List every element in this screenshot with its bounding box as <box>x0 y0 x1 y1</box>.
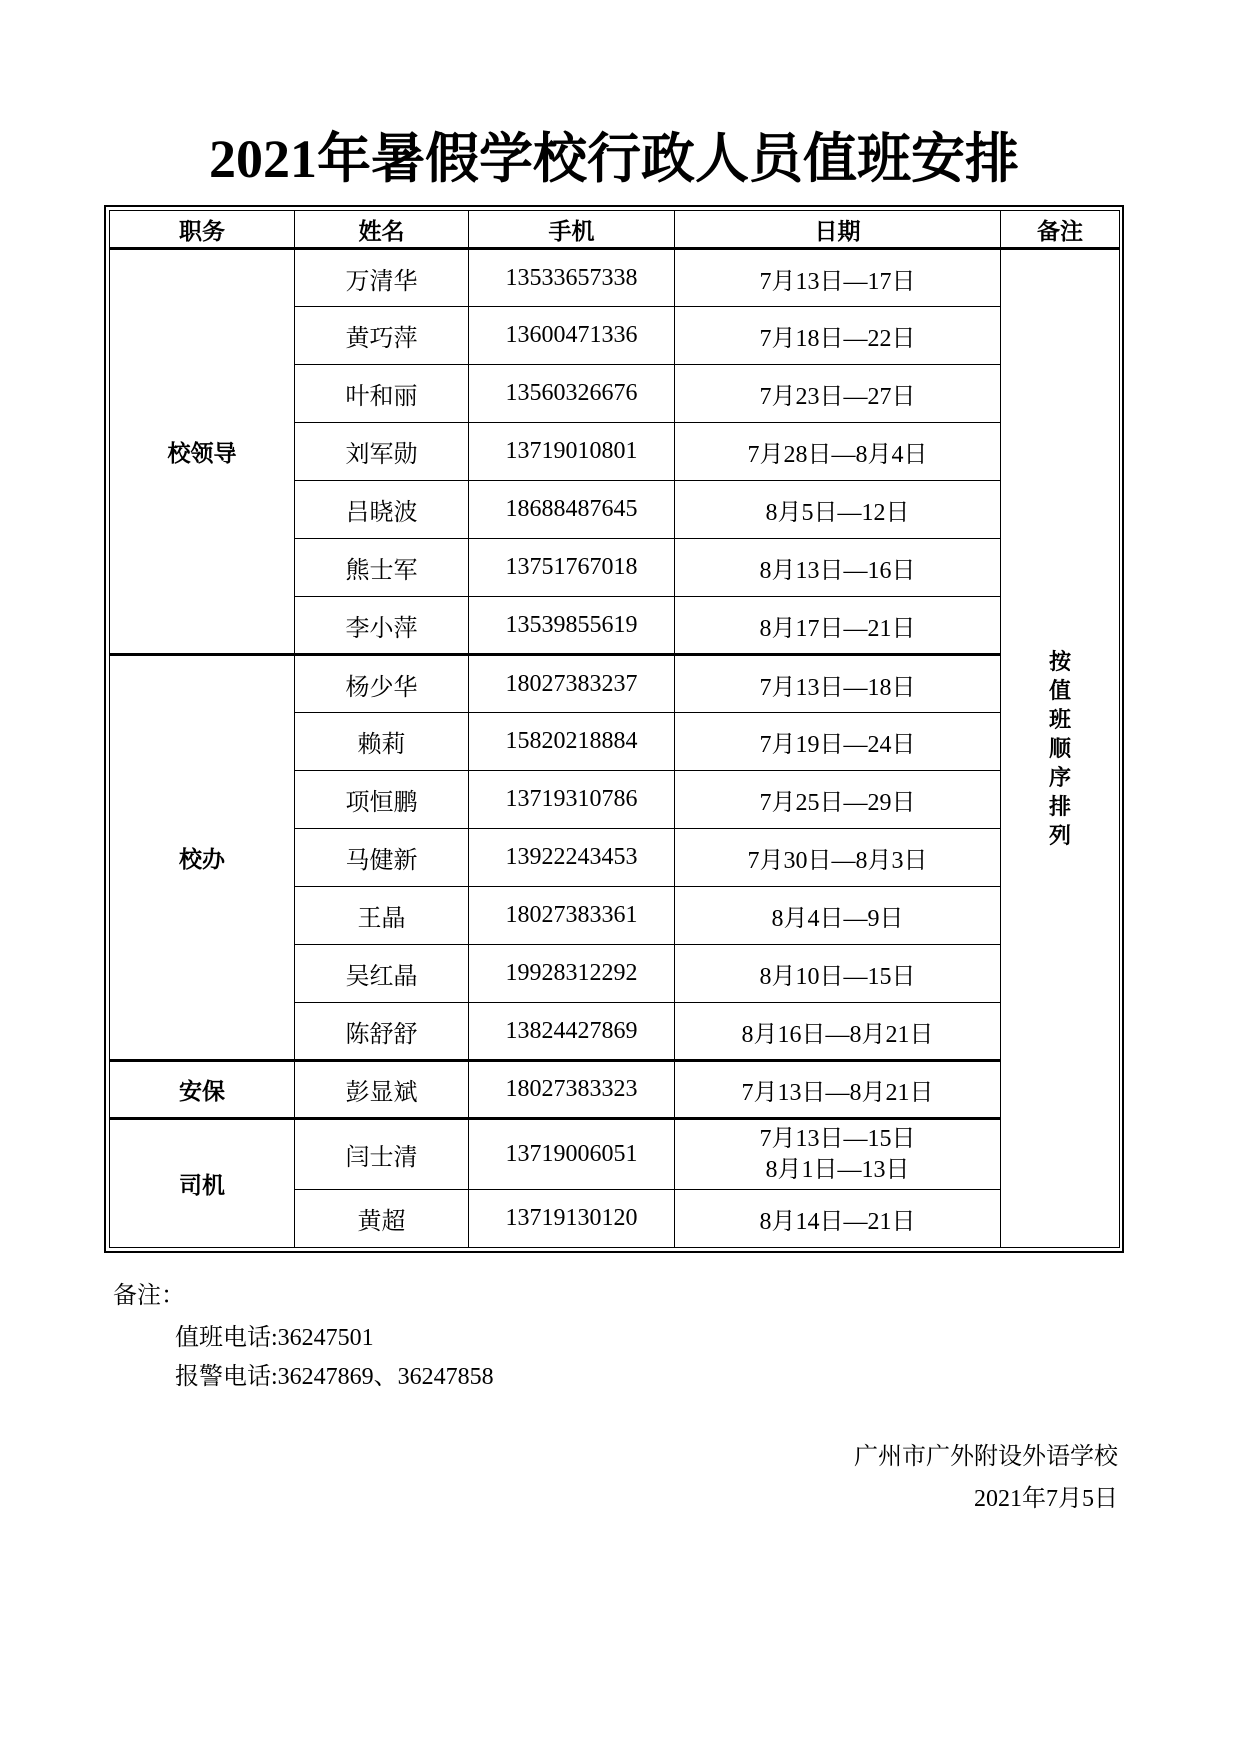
header-remark: 备注 <box>1001 211 1120 249</box>
name-cell: 吕晓波 <box>295 481 469 539</box>
phone-cell: 13560326676 <box>469 365 675 423</box>
alarm-phone-note: 报警电话:36247869、36247858 <box>175 1364 494 1390</box>
table-row <box>110 1119 1120 1190</box>
duty-table-frame <box>104 205 1124 1253</box>
name-cell: 吴红晶 <box>295 945 469 1003</box>
role-cell: 校领导 <box>110 249 295 655</box>
role-cell: 安保 <box>110 1061 295 1119</box>
phone-cell: 13719010801 <box>469 423 675 481</box>
date-cell: 8月5日—12日 <box>675 481 1001 539</box>
name-cell: 马健新 <box>295 829 469 887</box>
name-cell: 赖莉 <box>295 713 469 771</box>
header-name: 姓名 <box>295 211 469 249</box>
role-cell: 司机 <box>110 1119 295 1248</box>
name-cell: 闫士清 <box>295 1119 469 1190</box>
date-cell <box>675 1119 1001 1190</box>
notes-label: 备注： <box>113 1283 185 1309</box>
date-cell: 7月19日—24日 <box>675 713 1001 771</box>
date-cell: 7月13日—18日 <box>675 655 1001 713</box>
date-cell: 8月17日—21日 <box>675 597 1001 655</box>
name-cell: 李小萍 <box>295 597 469 655</box>
duty-phone-note: 值班电话:36247501 <box>175 1325 374 1351</box>
date-cell: 7月23日—27日 <box>675 365 1001 423</box>
date-cell: 7月13日—8月21日 <box>675 1061 1001 1119</box>
phone-cell: 13719006051 <box>469 1119 675 1190</box>
signature-date: 2021年7月5日 <box>974 1486 1118 1512</box>
date-line: 8月1日—13日 <box>765 1156 910 1183</box>
name-cell: 项恒鹏 <box>295 771 469 829</box>
date-cell: 8月14日—21日 <box>675 1190 1001 1248</box>
header-dates: 日期 <box>675 211 1001 249</box>
phone-cell: 13600471336 <box>469 307 675 365</box>
date-cell: 8月4日—9日 <box>675 887 1001 945</box>
page-title: 2021年暑假学校行政人员值班安排 <box>209 129 1019 189</box>
table-row <box>110 249 1120 307</box>
phone-cell: 18688487645 <box>469 481 675 539</box>
name-cell: 熊士军 <box>295 539 469 597</box>
table-row <box>110 655 1120 713</box>
date-cell: 7月25日—29日 <box>675 771 1001 829</box>
remark-cell <box>1001 249 1120 1248</box>
phone-cell: 19928312292 <box>469 945 675 1003</box>
table-header-row <box>110 211 1120 249</box>
phone-cell: 13533657338 <box>469 249 675 307</box>
name-cell: 陈舒舒 <box>295 1003 469 1061</box>
role-cell: 校办 <box>110 655 295 1061</box>
table-row <box>110 1061 1120 1119</box>
phone-cell: 13719310786 <box>469 771 675 829</box>
date-cell: 7月18日—22日 <box>675 307 1001 365</box>
date-line: 7月13日—15日 <box>759 1125 916 1152</box>
name-cell: 杨少华 <box>295 655 469 713</box>
header-phone: 手机 <box>469 211 675 249</box>
header-role: 职务 <box>110 211 295 249</box>
name-cell: 黄巧萍 <box>295 307 469 365</box>
name-cell: 黄超 <box>295 1190 469 1248</box>
date-cell: 7月13日—17日 <box>675 249 1001 307</box>
phone-cell: 18027383361 <box>469 887 675 945</box>
name-cell: 刘军勋 <box>295 423 469 481</box>
phone-cell: 13751767018 <box>469 539 675 597</box>
phone-cell: 13922243453 <box>469 829 675 887</box>
date-cell: 8月10日—15日 <box>675 945 1001 1003</box>
date-cell: 8月13日—16日 <box>675 539 1001 597</box>
date-cell: 8月16日—8月21日 <box>675 1003 1001 1061</box>
signature-organization: 广州市广外附设外语学校 <box>854 1444 1118 1470</box>
phone-cell: 13539855619 <box>469 597 675 655</box>
phone-cell: 18027383323 <box>469 1061 675 1119</box>
phone-cell: 18027383237 <box>469 655 675 713</box>
duty-table <box>109 210 1120 1248</box>
phone-cell: 13824427869 <box>469 1003 675 1061</box>
phone-cell: 15820218884 <box>469 713 675 771</box>
name-cell: 王晶 <box>295 887 469 945</box>
name-cell: 彭显斌 <box>295 1061 469 1119</box>
date-cell: 7月30日—8月3日 <box>675 829 1001 887</box>
phone-cell: 13719130120 <box>469 1190 675 1248</box>
date-cell: 7月28日—8月4日 <box>675 423 1001 481</box>
name-cell: 叶和丽 <box>295 365 469 423</box>
remark-text: 按值班顺序排列 <box>1049 649 1072 848</box>
name-cell: 万清华 <box>295 249 469 307</box>
